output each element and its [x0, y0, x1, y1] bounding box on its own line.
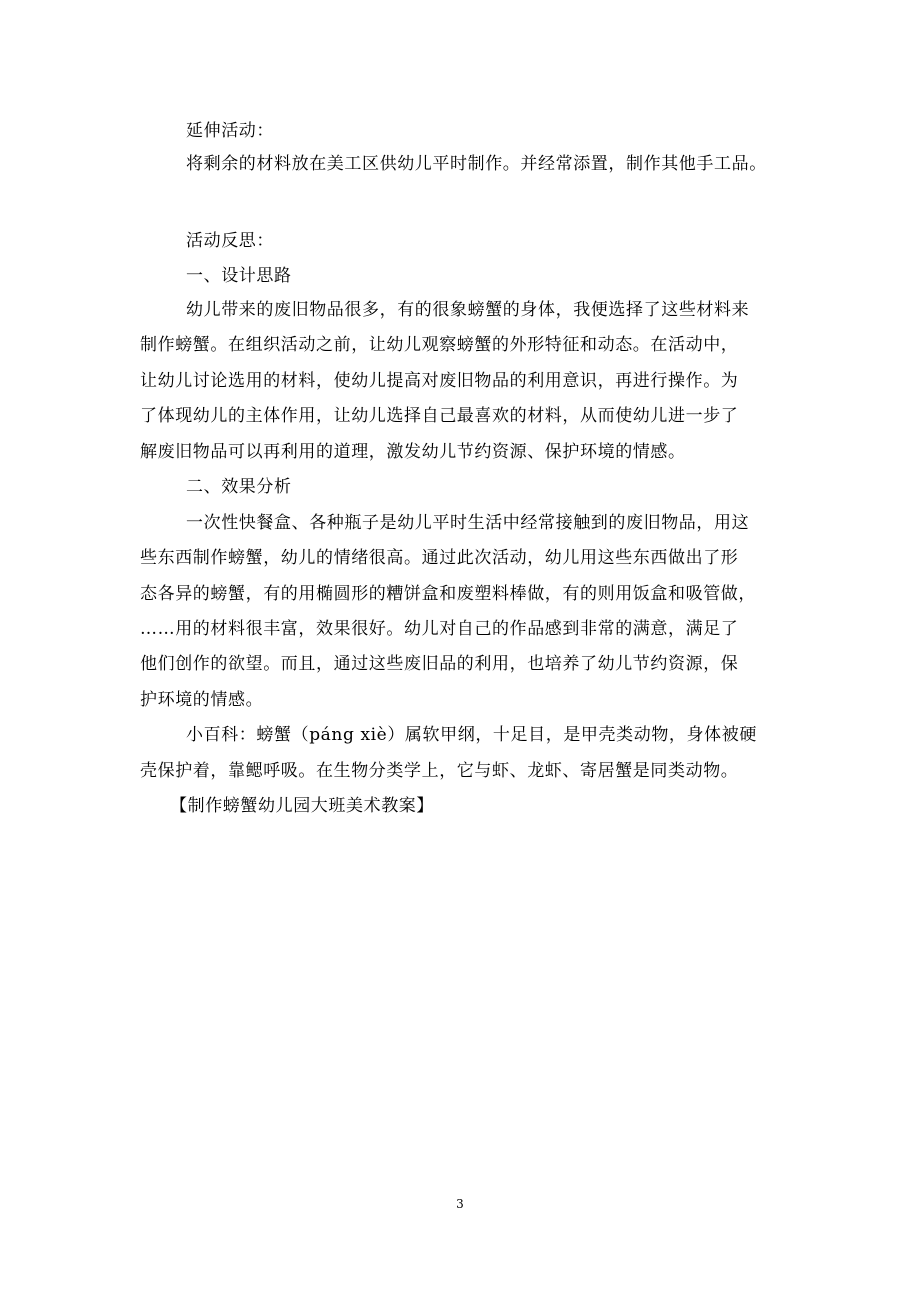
effect-paragraph-line: 他们创作的欲望。而且，通过这些废旧品的利用，也培养了幼儿节约资源，保 [140, 654, 739, 674]
encyclopedia-line: 壳保护着，靠鳃呼吸。在生物分类学上，它与虾、龙虾、寄居蟹是同类动物。 [140, 761, 739, 781]
design-paragraph-line: 解废旧物品可以再利用的道理，激发幼儿节约资源、保护环境的情感。 [140, 442, 686, 462]
page-number: 3 [456, 1197, 464, 1211]
effect-paragraph-line: 护环境的情感。 [140, 690, 264, 710]
design-paragraph-line: 制作螃蟹。在组织活动之前，让幼儿观察螃蟹的外形特征和动态。在活动中， [140, 335, 739, 355]
design-heading: 一、设计思路 [186, 266, 292, 286]
design-paragraph-line: 了体现幼儿的主体作用，让幼儿选择自己最喜欢的材料，从而使幼儿进一步了 [140, 406, 739, 426]
effect-paragraph-line: ……用的材料很丰富，效果很好。幼儿对自己的作品感到非常的满意，满足了 [140, 619, 739, 639]
effect-paragraph-line: 态各异的螃蟹，有的用椭圆形的糟饼盒和废塑料棒做，有的则用饭盒和吸管做， [140, 584, 756, 604]
effect-heading: 二、效果分析 [186, 477, 292, 497]
effect-paragraph-line: 一次性快餐盒、各种瓶子是幼儿平时生活中经常接触到的废旧物品，用这 [186, 513, 750, 533]
design-paragraph-line: 幼儿带来的废旧物品很多，有的很象螃蟹的身体，我便选择了这些材料来 [186, 300, 750, 320]
effect-paragraph-line: 些东西制作螃蟹，幼儿的情绪很高。通过此次活动，幼儿用这些东西做出了形 [140, 548, 739, 568]
extension-heading: 延伸活动： [186, 121, 274, 141]
reflection-heading: 活动反思： [186, 231, 274, 251]
design-paragraph-line: 让幼儿讨论选用的材料，使幼儿提高对废旧物品的利用意识，再进行操作。为 [140, 371, 739, 391]
encyclopedia-line: 小百科：螃蟹（páng xiè）属软甲纲，十足目，是甲壳类动物，身体被硬 [186, 725, 757, 745]
footer-title: 【制作螃蟹幼儿园大班美术教案】 [170, 796, 434, 816]
extension-paragraph: 将剩余的材料放在美工区供幼儿平时制作。并经常添置，制作其他手工品。 [186, 154, 767, 174]
